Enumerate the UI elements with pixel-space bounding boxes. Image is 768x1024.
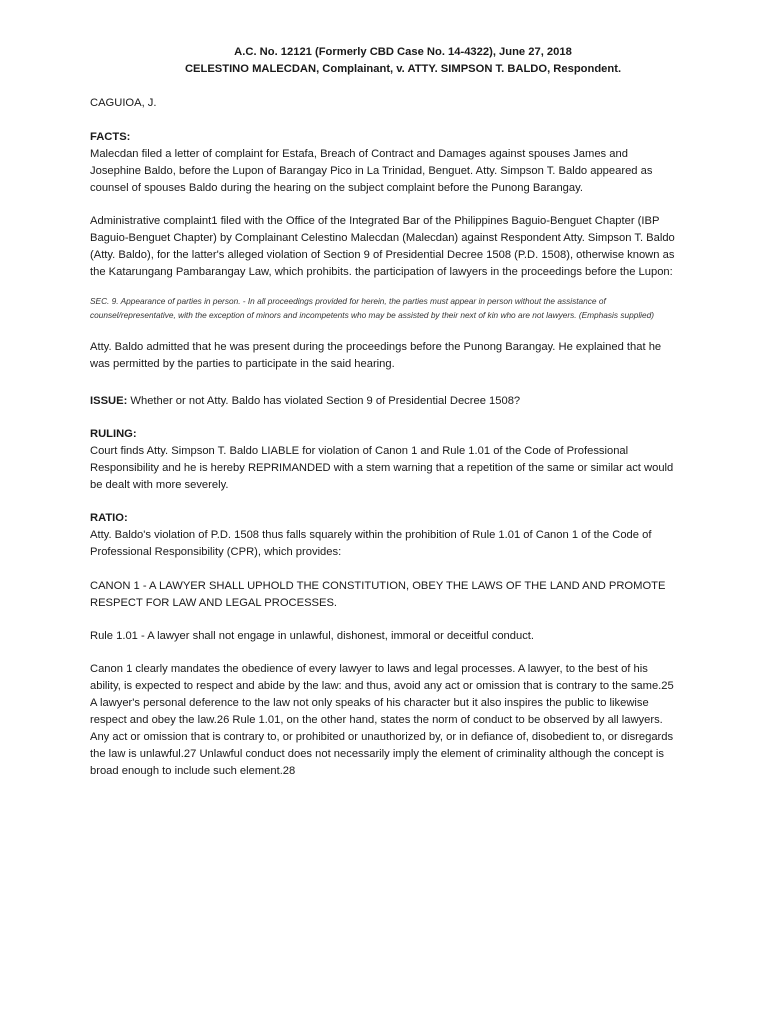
issue-section (90, 393, 680, 410)
canon-1-text: CANON 1 - A LAWYER SHALL UPHOLD THE CONSTITUTION, OBEY THE LAWS OF THE LAND AND PROMOTE RESPECT FOR LAW AND LEGAL PROCESSES. (90, 580, 666, 609)
ruling-section (90, 426, 680, 494)
document-page (90, 44, 680, 780)
facts-text: Malecdan filed a letter of complaint for Estafa, Breach of Contract and Damages against spouses James and Josephine Baldo, before the Lupon of Barangay Pico in La Trinidad, Benguet. Atty. Simpson T. Baldo appeared as counsel of spouses Baldo during the hearing on the subject complaint before the Punong Barangay. (90, 148, 653, 194)
admission-text: Atty. Baldo admitted that he was present during the proceedings before the Punong Barangay. He explained that he was permitted by the parties to participate in the said hearing. (90, 341, 662, 370)
ruling-heading: RULING: (90, 428, 137, 440)
section-9-quote: SEC. 9. Appearance of parties in person. - In all proceedings provided for herein, the parties must appear in person without the assistance of counsel/representative, with the exception of minors and incompetents who may be assisted by their next of kin who are not lawyers. (Emphasis supplied) (90, 296, 655, 320)
case-citation: A.C. No. 12121 (Formerly CBD Case No. 14-4322), June 27, 2018 (234, 46, 572, 58)
facts-heading: FACTS: (90, 131, 131, 143)
ratio-heading: RATIO: (90, 512, 128, 524)
case-parties: CELESTINO MALECDAN, Complainant, v. ATTY. SIMPSON T. BALDO, Respondent. (184, 63, 622, 75)
ruling-text: Court finds Atty. Simpson T. Baldo LIABLE for violation of Canon 1 and Rule 1.01 of the Code of Professional Responsibility and he is hereby REPRIMANDED with a stem warning that a repetition of the same or similar act would be dealt with more severely. (90, 445, 674, 491)
mandate-text: Canon 1 clearly mandates the obedience of every lawyer to laws and legal processes. A lawyer, to the best of his ability, is expected to respect and abide by the law: and thus, avoid any act or omission that is contrary to the same.25 A lawyer's personal deference to the law not only speaks of his character but it also inspires the public to likewise respect and obey the law.26 Rule 1.01, on the other hand, states the norm of conduct to be observed by all lawyers. Any act or omission that is contrary to, or prohibited or unauthorized by, or in defiance of, disobedient to, or disregards the law is unlawful.27 Unlawful conduct does not necessarily imply the element of criminality although the concept is broad enough to include such element.28 (90, 663, 674, 777)
facts-section (90, 129, 680, 197)
ratio-section (90, 510, 680, 561)
administrative-complaint-text: Administrative complaint1 filed with the Office of the Integrated Bar of the Philippines Baguio-Benguet Chapter (IBP Baguio-Benguet Chapter) by Complainant Celestino Malecdan (Malecdan) against Respondent Atty. Simpson T. Baldo (Atty. Baldo), for the latter's alleged violation of Section 9 of Presidential Decree 1508 (P.D. 1508), otherwise known as the Katarungang Pambarangay Law, which prohibits. the participation of lawyers in the proceedings before the Lupon: (90, 215, 675, 278)
issue-heading: ISSUE: (90, 395, 128, 407)
issue-text: Whether or not Atty. Baldo has violated Section 9 of Presidential Decree 1508? (127, 395, 521, 407)
rule-1-01-text: Rule 1.01 - A lawyer shall not engage in unlawful, dishonest, immoral or deceitful conduct. (90, 630, 535, 642)
ponente: CAGUIOA, J. (90, 97, 157, 109)
ratio-text: Atty. Baldo's violation of P.D. 1508 thus falls squarely within the prohibition of Rule 1.01 of Canon 1 of the Code of Professional Responsibility (CPR), which provides: (90, 529, 652, 558)
case-header (90, 44, 680, 78)
